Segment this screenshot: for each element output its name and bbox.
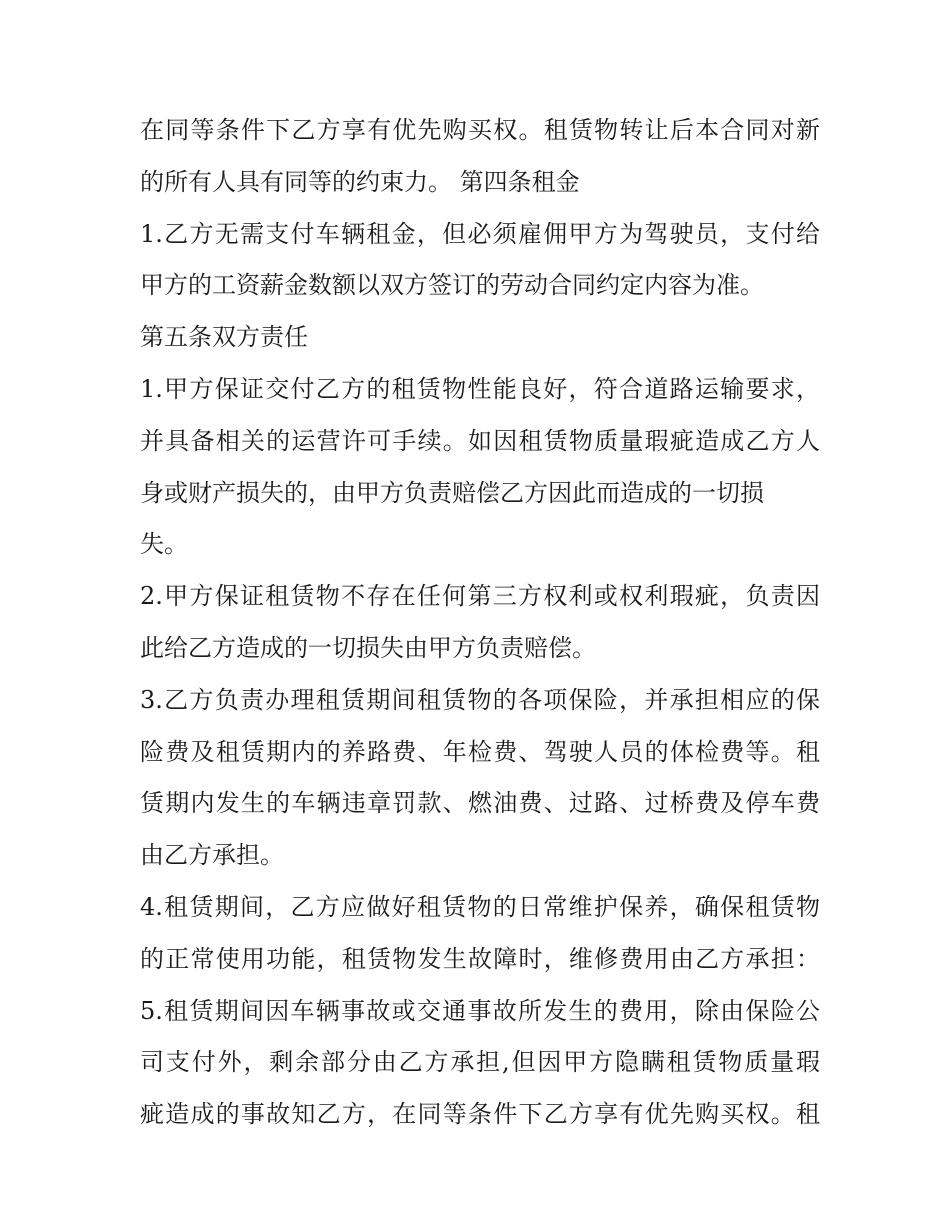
section-heading: 第五条双方责任 — [140, 323, 308, 352]
text-line: 由乙方承担。 — [140, 841, 284, 870]
text-line: 3.乙方负责办理租赁期间租赁物的各项保险，并承担相应的保 — [140, 685, 820, 714]
text-line: 2.甲方保证租赁物不存在任何第三方权利或权利瑕疵，负责因 — [140, 582, 820, 611]
text-line: 的所有人具有同等的约束力。 第四条租金 — [140, 167, 580, 196]
text-line: 疵造成的事故知乙方，在同等条件下乙方享有优先购买权。租 — [140, 1100, 820, 1129]
contract-text — [140, 105, 820, 1141]
text-line: 并具备相关的运营许可手续。如因租赁物质量瑕疵造成乙方人 — [140, 426, 820, 455]
text-line: 4.租赁期间，乙方应做好租赁物的日常维护保养，确保租赁物 — [140, 892, 820, 921]
text-line: 险费及租赁期内的养路费、年检费、驾驶人员的体检费等。租 — [140, 737, 820, 766]
text-line: 1.甲方保证交付乙方的租赁物性能良好，符合道路运输要求， — [140, 374, 820, 403]
text-line: 5.租赁期间因车辆事故或交通事故所发生的费用，除由保险公 — [140, 996, 820, 1025]
text-line: 甲方的工资薪金数额以双方签订的劳动合同约定内容为准。 — [140, 271, 764, 300]
text-line: 在同等条件下乙方享有优先购买权。租赁物转让后本合同对新 — [140, 116, 820, 144]
text-line: 1.乙方无需支付车辆租金，但必须雇佣甲方为驾驶员，支付给 — [140, 219, 820, 248]
text-line: 失。 — [140, 530, 188, 559]
text-line: 此给乙方造成的一切损失由甲方负责赔偿。 — [140, 633, 596, 662]
text-line: 司支付外，剩余部分由乙方承担,但因甲方隐瞒租赁物质量瑕 — [140, 1048, 820, 1077]
text-line: 的正常使用功能，租赁物发生故障时，维修费用由乙方承担： — [140, 944, 820, 973]
text-line: 赁期内发生的车辆违章罚款、燃油费、过路、过桥费及停车费 — [140, 789, 820, 818]
text-line: 身或财产损失的，由甲方负责赔偿乙方因此而造成的一切损 — [140, 478, 764, 507]
